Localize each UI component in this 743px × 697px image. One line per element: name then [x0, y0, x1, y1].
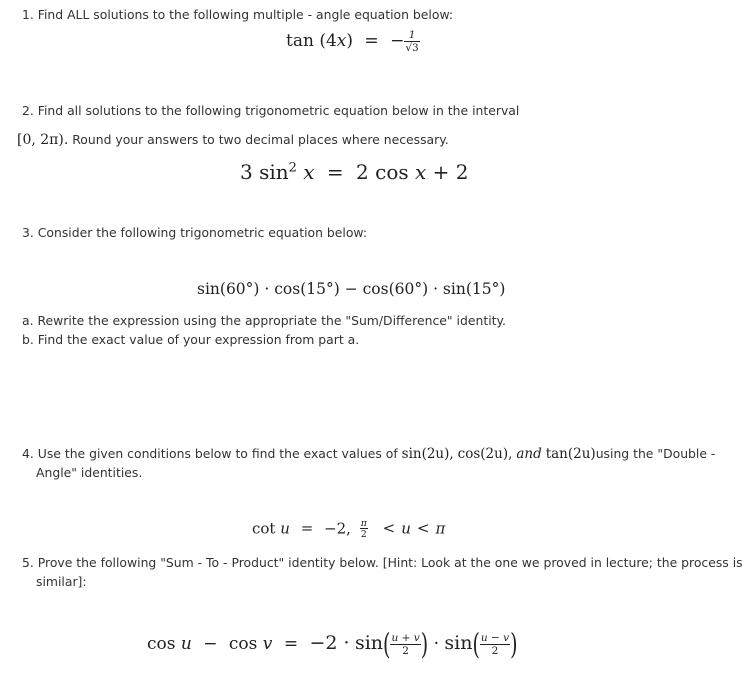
q3-part-b: b. Find the exact value of your expression from part a.	[22, 332, 360, 347]
q2-prompt-line1: 2. Find all solutions to the following trigonometric equation below in the interval	[22, 103, 520, 118]
q4-prompt-line1: 4. Use the given conditions below to find the exact values of sin(2u), cos(2u), and tan(2u)using the "Double -	[22, 446, 716, 462]
q1-prompt: 1. Find ALL solutions to the following multiple - angle equation below:	[22, 7, 454, 22]
q4-condition: cot u = −2, $\frac{\pi}{2}$ < u < π	[252, 518, 446, 541]
q2-equation: 3 $\sin^2 x = 2$ cos x + 2	[240, 160, 469, 184]
q1-equation: tan (4x) = − $\frac{1}{√3}$	[286, 29, 419, 54]
q3-equation: sin(60°) · cos(15°) − cos(60°) · sin(15°)	[197, 280, 506, 298]
q4-prompt-line2: Angle" identities.	[36, 465, 143, 480]
q5-identity: cos u − cos v = −2 · sin( $\frac{u + v}{2}$ ) · sin( $\frac{u - v}{2}$ )	[147, 628, 518, 661]
q2-prompt-line2: [0, 2π). Round your answers to two decimal places where necessary.	[17, 132, 449, 148]
q5-prompt-line1: 5. Prove the following "Sum - To - Product" identity below. [Hint: Look at the one we proved in lecture; the process is	[22, 555, 743, 570]
q3-part-a: a. Rewrite the expression using the appropriate the "Sum/Difference" identity.	[22, 313, 507, 328]
q5-prompt-line2: similar]:	[36, 574, 87, 589]
q3-prompt: 3. Consider the following trigonometric equation below:	[22, 225, 368, 240]
